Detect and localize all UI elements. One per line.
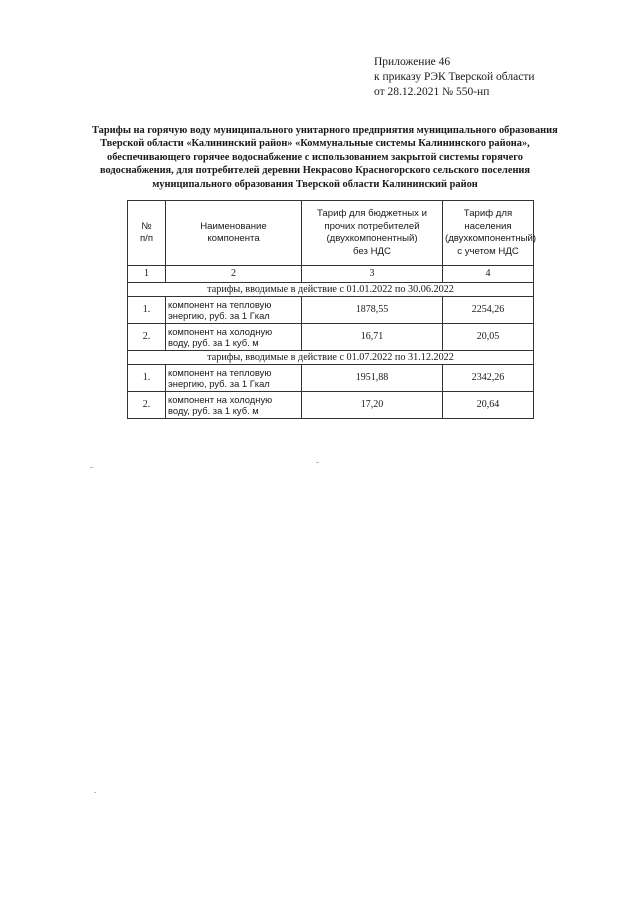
budget-tariff-value: 16,71 [302,324,443,351]
title-line: Тверской области «Калининский район» «Коммунальные системы Калининского района», [100,138,530,150]
period-row [128,283,534,297]
population-tariff-value: 2342,26 [443,365,534,392]
column-number-row [128,266,534,283]
header-component-name: Наименование компонента [166,201,302,266]
row-number: 1. [128,297,166,324]
title-line: Тарифы на горячую воду муниципального унитарного предприятия муниципального образования [92,125,558,136]
title-line: муниципального образования Тверской области Калининский район [152,178,478,190]
scan-artifact [316,462,319,463]
population-tariff-value: 20,64 [443,392,534,419]
table-row [128,297,534,324]
column-number: 1 [128,266,166,283]
header-number: № п/п [128,201,166,266]
row-number: 2. [128,324,166,351]
table-row [128,392,534,419]
tariff-table [127,200,537,419]
scan-artifact [90,467,93,468]
header-population-tariff: Тариф для населения (двухкомпонентный) с учетом НДС [443,201,534,266]
row-number: 2. [128,392,166,419]
appendix-date: от 28.12.2021 № 550-нп [374,86,490,98]
header-budget-tariff: Тариф для бюджетных и прочих потребителей (двухкомпонентный) без НДС [302,201,443,266]
table-row [128,324,534,351]
component-name: компонент на холодную воду, руб. за 1 куб. м [166,324,302,351]
appendix-number: Приложение 46 [374,56,451,68]
column-number: 2 [166,266,302,283]
budget-tariff-value: 1878,55 [302,297,443,324]
document-title [92,124,558,191]
title-line: водоснабжения, для потребителей деревни Некрасово Красногорского сельского поселения [99,165,531,177]
population-tariff-value: 20,05 [443,324,534,351]
budget-tariff-value: 1951,88 [302,365,443,392]
scan-artifact [94,792,96,793]
appendix-order: к приказу РЭК Тверской области [374,71,535,83]
period-label: тарифы, вводимые в действие с 01.01.2022 по 30.06.2022 [128,283,534,297]
budget-tariff-value: 17,20 [302,392,443,419]
component-name: компонент на холодную воду, руб. за 1 куб. м [166,392,302,419]
table-row [128,365,534,392]
table-header-row [128,201,534,266]
appendix-reference [374,55,535,100]
title-line: обеспечивающего горячее водоснабжение с использованием закрытой системы горячего [107,151,523,163]
row-number: 1. [128,365,166,392]
component-name: компонент на тепловую энергию, руб. за 1 Гкал [166,365,302,392]
period-row [128,351,534,365]
component-name: компонент на тепловую энергию, руб. за 1 Гкал [166,297,302,324]
column-number: 4 [443,266,534,283]
column-number: 3 [302,266,443,283]
population-tariff-value: 2254,26 [443,297,534,324]
period-label: тарифы, вводимые в действие с 01.07.2022 по 31.12.2022 [128,351,534,365]
